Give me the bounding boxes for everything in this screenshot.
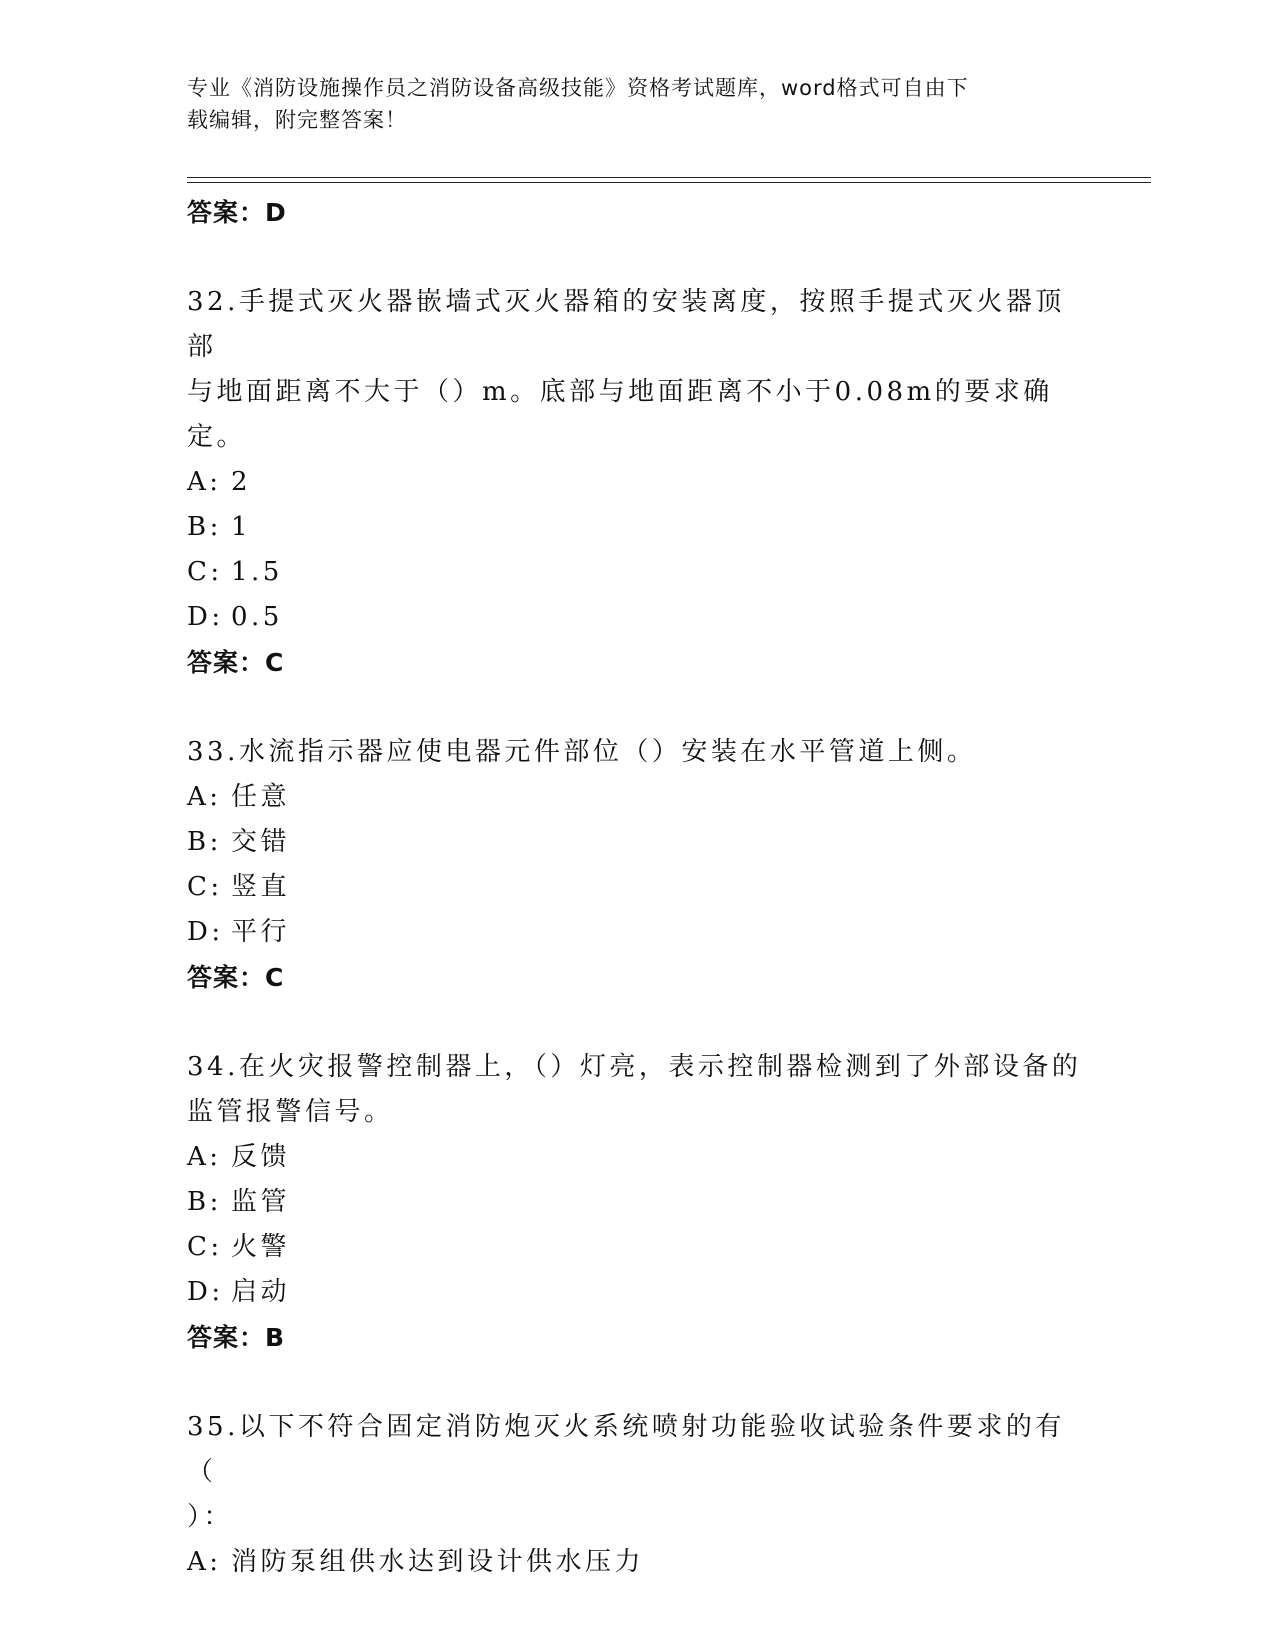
option-row [187,550,1087,595]
option-letter: C: [187,1232,223,1262]
option-row [187,910,1087,955]
option-row [187,1225,1087,1270]
option-letter: A: [187,467,222,497]
option-text: 1.5 [231,557,283,587]
option-text: 0.5 [231,602,283,632]
option-letter: B: [187,512,222,542]
option-text: 反馈 [231,1142,291,1172]
answer-line: 答案：D [187,198,287,227]
option-row [187,865,1087,910]
question-text: 34.在火灾报警控制器上，（）灯亮，表示控制器检测到了外部设备的 [187,1052,1082,1082]
option-text: 火警 [231,1232,291,1262]
option-row [187,1270,1087,1315]
option-row [187,1180,1087,1225]
question-block [187,280,1087,685]
question-text: 35.以下不符合固定消防炮灭火系统喷射功能验收试验条件要求的有（ [187,1412,1065,1487]
option-text: 任意 [231,782,291,812]
option-row [187,1540,1087,1585]
option-text: 监管 [231,1187,291,1217]
question-block [187,730,1087,1000]
option-row [187,820,1087,865]
answer-line: 答案：C [187,648,285,677]
option-row [187,775,1087,820]
question-block [187,1045,1087,1360]
question-text: 与地面距离不大于（）m。底部与地面距离不小于0.08m的要求确定。 [187,377,1053,452]
option-text: 平行 [231,917,291,947]
option-letter: A: [187,782,222,812]
option-row [187,595,1087,640]
option-row [187,1135,1087,1180]
question-block [187,1405,1087,1585]
option-letter: B: [187,1187,222,1217]
option-letter: B: [187,827,222,857]
option-row [187,505,1087,550]
option-letter: D: [187,1277,224,1307]
question-text: 32.手提式灭火器嵌墙式灭火器箱的安装离度，按照手提式灭火器顶部 [187,287,1065,362]
option-letter: C: [187,872,223,902]
header-divider-bottom [187,182,1151,183]
answer-line: 答案：B [187,1323,286,1352]
option-letter: C: [187,557,223,587]
document-header [187,72,1067,136]
option-letter: D: [187,602,224,632]
question-text: ）： [187,1502,234,1532]
option-letter: D: [187,917,224,947]
option-row [187,460,1087,505]
question-text: 监管报警信号。 [187,1097,394,1127]
option-text: 交错 [231,827,291,857]
option-text: 竖直 [231,872,291,902]
option-text: 1 [231,512,252,542]
header-line-1: 专业《消防设施操作员之消防设备高级技能》资格考试题库，word格式可自由下 [187,76,969,100]
question-text: 33.水流指示器应使电器元件部位（）安装在水平管道上侧。 [187,737,977,767]
header-line-2: 载编辑，附完整答案！ [187,108,407,132]
option-letter: A: [187,1547,222,1577]
header-divider-top [187,177,1151,178]
option-text: 2 [231,467,252,497]
option-text: 消防泵组供水达到设计供水压力 [231,1547,645,1577]
question-list [187,190,1087,1585]
option-text: 启动 [231,1277,291,1307]
option-letter: A: [187,1142,222,1172]
answer-line: 答案：C [187,963,285,992]
